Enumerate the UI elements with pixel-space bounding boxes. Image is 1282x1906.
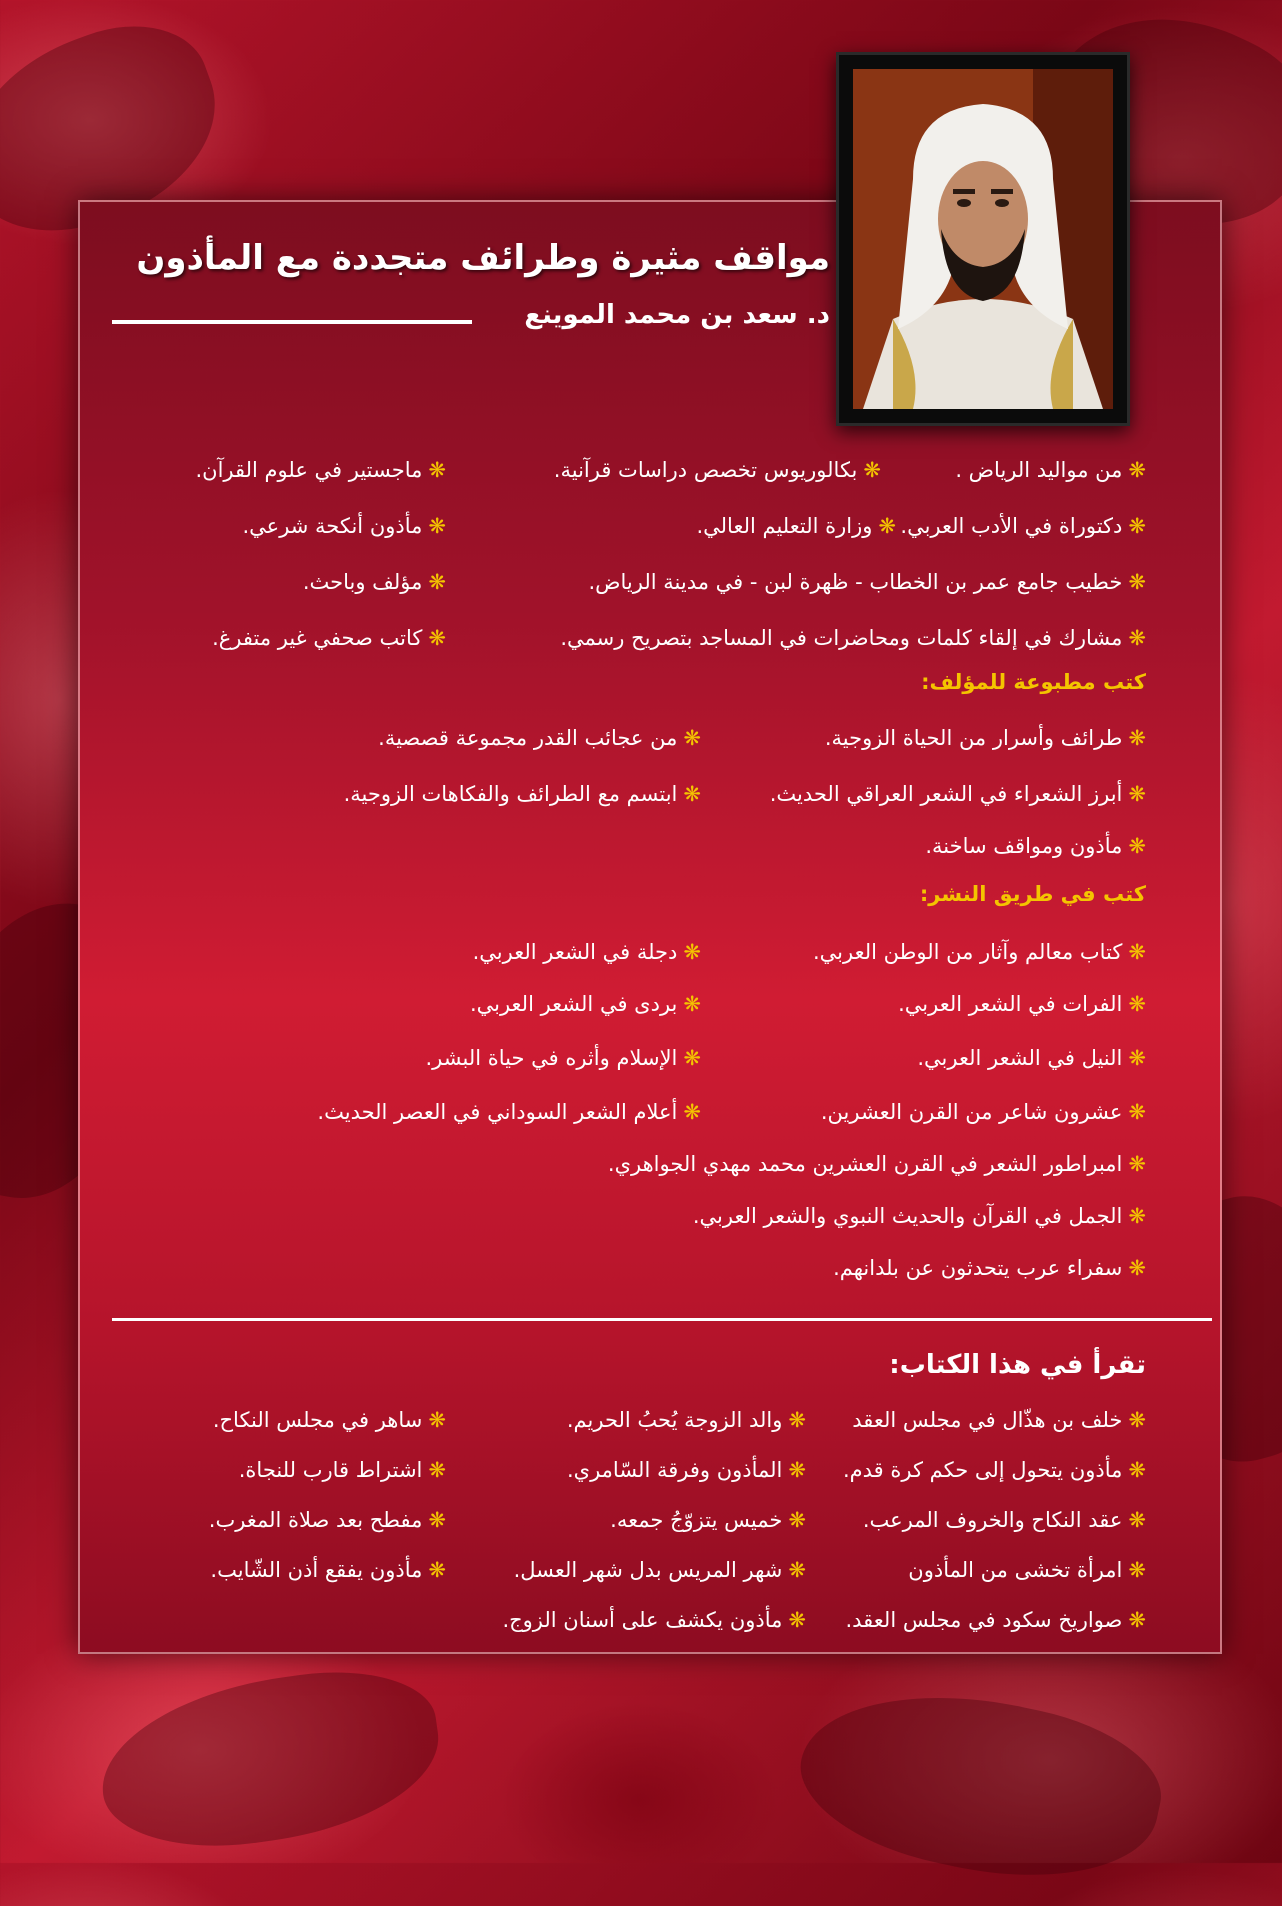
bio-item: ❋مشارك في إلقاء كلمات ومحاضرات في المساجد بتصريح رسمي.	[560, 626, 1146, 650]
upcoming-row	[110, 940, 1146, 980]
upcoming-row	[110, 1100, 1146, 1140]
contents-item: ❋شهر المريس بدل شهر العسل.	[513, 1558, 806, 1582]
star-bullet-icon: ❋	[428, 1458, 446, 1482]
upcoming-item: ❋امبراطور الشعر في القرن العشرين محمد مهدي الجواهري.	[607, 1152, 1146, 1176]
star-bullet-icon: ❋	[428, 514, 446, 538]
printed-item: ❋أبرز الشعراء في الشعر العراقي الحديث.	[769, 782, 1146, 806]
bio-item: ❋مأذون أنكحة شرعي.	[242, 514, 446, 538]
book-contents-heading: تقرأ في هذا الكتاب:	[889, 1350, 1146, 1380]
bio-row	[110, 570, 1146, 610]
printed-item: ❋طرائف وأسرار من الحياة الزوجية.	[824, 726, 1146, 750]
star-bullet-icon: ❋	[1128, 992, 1146, 1016]
star-bullet-icon: ❋	[683, 940, 701, 964]
bio-item: ❋خطيب جامع عمر بن الخطاب - ظهرة لبن - في مدينة الرياض.	[588, 570, 1146, 594]
star-bullet-icon: ❋	[788, 1608, 806, 1632]
bio-row	[110, 514, 1146, 554]
upcoming-item: ❋دجلة في الشعر العربي.	[472, 940, 701, 964]
star-bullet-icon: ❋	[863, 458, 881, 482]
contents-item: ❋عقد النكاح والخروف المرعب.	[862, 1508, 1146, 1532]
bio-item: ❋دكتوراة في الأدب العربي.	[900, 514, 1146, 538]
printed-item: ❋من عجائب القدر مجموعة قصصية.	[378, 726, 701, 750]
contents-item: ❋صواريخ سكود في مجلس العقد.	[845, 1608, 1146, 1632]
star-bullet-icon: ❋	[428, 626, 446, 650]
star-bullet-icon: ❋	[428, 570, 446, 594]
star-bullet-icon: ❋	[1128, 1046, 1146, 1070]
contents-item: ❋مأذون يفقع أذن الشّايب.	[210, 1558, 446, 1582]
section-divider	[112, 1318, 1212, 1321]
star-bullet-icon: ❋	[428, 1408, 446, 1432]
star-bullet-icon: ❋	[683, 782, 701, 806]
upcoming-row	[110, 1046, 1146, 1086]
author-name: د. سعد بن محمد الموينع	[524, 300, 830, 330]
printed-item: ❋مأذون ومواقف ساخنة.	[925, 834, 1146, 858]
contents-item: ❋مأذون يكشف على أسنان الزوج.	[502, 1608, 806, 1632]
star-bullet-icon: ❋	[428, 458, 446, 482]
printed-row	[110, 726, 1146, 766]
star-bullet-icon: ❋	[428, 1558, 446, 1582]
contents-item: ❋والد الزوجة يُحبُ الحريم.	[566, 1408, 806, 1432]
star-bullet-icon: ❋	[878, 514, 896, 538]
bio-item: ❋بكالوريوس تخصص دراسات قرآنية.	[553, 458, 881, 482]
star-bullet-icon: ❋	[683, 992, 701, 1016]
star-bullet-icon: ❋	[788, 1558, 806, 1582]
star-bullet-icon: ❋	[1128, 1558, 1146, 1582]
book-title: مواقف مثيرة وطرائف متجددة مع المأذون	[136, 238, 830, 278]
contents-item: ❋خميس يتزوّجُ جمعه.	[610, 1508, 806, 1532]
star-bullet-icon: ❋	[1128, 940, 1146, 964]
star-bullet-icon: ❋	[1128, 1458, 1146, 1482]
star-bullet-icon: ❋	[1128, 626, 1146, 650]
bio-item: ❋مؤلف وباحث.	[302, 570, 446, 594]
petal-decoration	[786, 1664, 1173, 1905]
printed-row	[110, 782, 1146, 822]
star-bullet-icon: ❋	[788, 1458, 806, 1482]
star-bullet-icon: ❋	[683, 1046, 701, 1070]
star-bullet-icon: ❋	[1128, 1204, 1146, 1228]
petal-decoration	[91, 1657, 450, 1863]
bio-row	[110, 626, 1146, 666]
contents-row	[110, 1558, 1146, 1598]
contents-row	[110, 1408, 1146, 1448]
author-portrait-image	[853, 69, 1113, 409]
star-bullet-icon: ❋	[1128, 1608, 1146, 1632]
upcoming-item: ❋بردى في الشعر العربي.	[469, 992, 701, 1016]
contents-row	[110, 1608, 1146, 1648]
contents-item: ❋المأذون وفرقة السّامري.	[566, 1458, 806, 1482]
star-bullet-icon: ❋	[1128, 458, 1146, 482]
contents-item: ❋مأذون يتحول إلى حكم كرة قدم.	[842, 1458, 1146, 1482]
printed-item: ❋ابتسم مع الطرائف والفكاهات الزوجية.	[343, 782, 701, 806]
contents-item: ❋مفطح بعد صلاة المغرب.	[208, 1508, 446, 1532]
contents-row	[110, 1508, 1146, 1548]
contents-row	[110, 1458, 1146, 1498]
star-bullet-icon: ❋	[1128, 1100, 1146, 1124]
bio-row	[110, 458, 1146, 498]
upcoming-item: ❋الفرات في الشعر العربي.	[898, 992, 1146, 1016]
star-bullet-icon: ❋	[1128, 1508, 1146, 1532]
upcoming-item: ❋سفراء عرب يتحدثون عن بلدانهم.	[833, 1256, 1146, 1280]
upcoming-row	[110, 1152, 1146, 1192]
contents-item: ❋امرأة تخشى من المأذون	[908, 1558, 1146, 1582]
star-bullet-icon: ❋	[1128, 726, 1146, 750]
upcoming-item: ❋الجمل في القرآن والحديث النبوي والشعر العربي.	[692, 1204, 1146, 1228]
star-bullet-icon: ❋	[788, 1408, 806, 1432]
star-bullet-icon: ❋	[1128, 1256, 1146, 1280]
author-portrait	[853, 69, 1113, 409]
star-bullet-icon: ❋	[428, 1508, 446, 1532]
contents-item: ❋ساهر في مجلس النكاح.	[212, 1408, 446, 1432]
bio-item: ❋كاتب صحفي غير متفرغ.	[212, 626, 446, 650]
contents-item: ❋خلف بن هذّال في مجلس العقد	[852, 1408, 1146, 1432]
printed-books-heading: كتب مطبوعة للمؤلف:	[921, 670, 1146, 694]
bio-item: ❋ماجستير في علوم القرآن.	[195, 458, 446, 482]
upcoming-item: ❋أعلام الشعر السوداني في العصر الحديث.	[317, 1100, 701, 1124]
star-bullet-icon: ❋	[1128, 834, 1146, 858]
star-bullet-icon: ❋	[683, 726, 701, 750]
upcoming-row	[110, 1256, 1146, 1296]
upcoming-books-heading: كتب في طريق النشر:	[919, 882, 1146, 906]
star-bullet-icon: ❋	[1128, 782, 1146, 806]
upcoming-row	[110, 992, 1146, 1032]
author-portrait-frame	[836, 52, 1130, 426]
star-bullet-icon: ❋	[788, 1508, 806, 1532]
star-bullet-icon: ❋	[1128, 570, 1146, 594]
upcoming-item: ❋عشرون شاعر من القرن العشرين.	[820, 1100, 1146, 1124]
upcoming-item: ❋النيل في الشعر العربي.	[917, 1046, 1146, 1070]
star-bullet-icon: ❋	[1128, 514, 1146, 538]
star-bullet-icon: ❋	[1128, 1152, 1146, 1176]
star-bullet-icon: ❋	[683, 1100, 701, 1124]
bio-item: ❋وزارة التعليم العالي.	[696, 514, 896, 538]
upcoming-item: ❋كتاب معالم وآثار من الوطن العربي.	[813, 940, 1146, 964]
bio-item: ❋من مواليد الرياض .	[955, 458, 1146, 482]
upcoming-row	[110, 1204, 1146, 1244]
contents-item: ❋اشتراط قارب للنجاة.	[238, 1458, 446, 1482]
star-bullet-icon: ❋	[1128, 1408, 1146, 1432]
printed-row	[110, 834, 1146, 874]
upcoming-item: ❋الإسلام وأثره في حياة البشر.	[425, 1046, 701, 1070]
